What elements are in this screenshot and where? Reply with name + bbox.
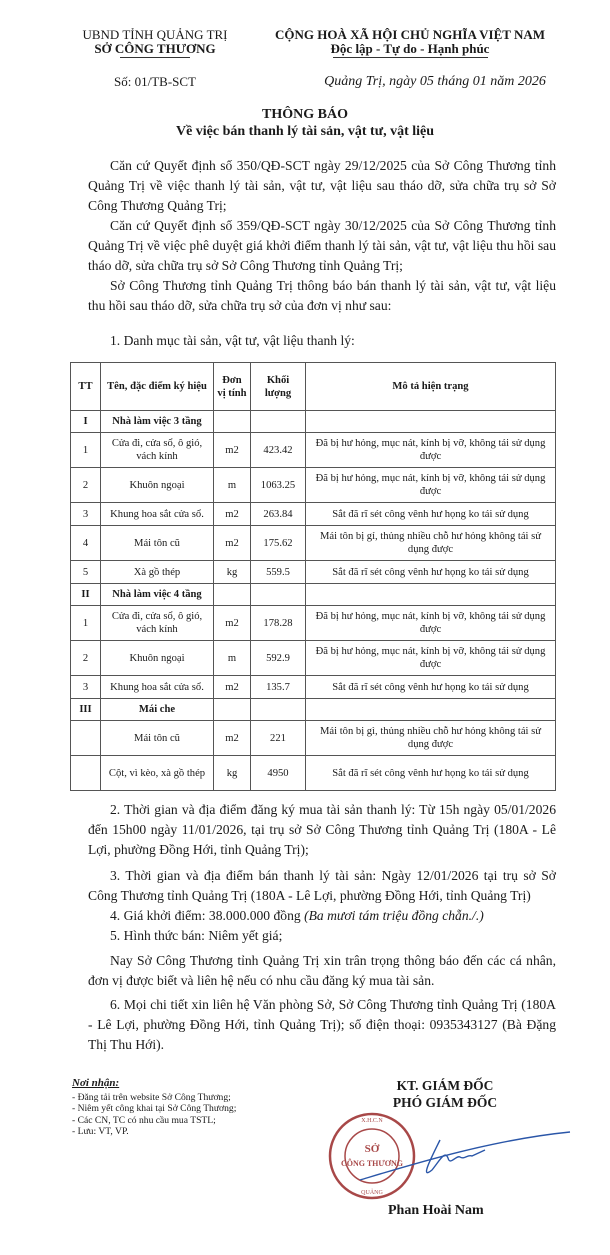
table-cell: Mái tôn cũ xyxy=(101,526,214,561)
asset-table xyxy=(70,362,556,791)
nation-block xyxy=(240,28,580,58)
svg-text:QUẢNG: QUẢNG xyxy=(361,1190,383,1196)
table-cell xyxy=(214,699,251,721)
doc-subtitle: Về việc bán thanh lý tài sản, vật tư, vật liệu xyxy=(175,124,435,139)
table-row xyxy=(71,721,556,756)
table-cell: m2 xyxy=(214,721,251,756)
table-cell: m2 xyxy=(214,433,251,468)
signature-title: KT. GIÁM ĐỐC xyxy=(396,1078,494,1093)
column-header: Đơn vị tính xyxy=(214,363,251,411)
table-cell: Khung hoa sắt cửa sổ. xyxy=(101,676,214,699)
paragraph: Căn cứ Quyết định số 359/QĐ-SCT ngày 30/12/2025 của Sở Công Thương tỉnh Quảng Trị về việc phê duyệt giá khởi điểm thanh lý tài sản, vật tư, vật liệu thu hồi sau tháo dỡ, sửa chữa trụ sở Sở Công Thương tỉnh Quảng Trị; xyxy=(88,218,556,273)
table-cell: Mái che xyxy=(101,699,214,721)
column-header: Khối lượng xyxy=(251,363,306,411)
column-header: Mô tả hiện trạng xyxy=(306,363,556,411)
signer-name: Phan Hoài Nam xyxy=(388,1203,484,1218)
table-cell: Nhà làm việc 3 tầng xyxy=(101,411,214,433)
table-row xyxy=(71,433,556,468)
recipients xyxy=(72,1078,236,1138)
table-cell: Khuôn ngoại xyxy=(101,641,214,676)
table-cell: 5 xyxy=(71,561,101,584)
column-header: TT xyxy=(71,363,101,411)
recipients-title: Nơi nhận: xyxy=(72,1077,120,1089)
table-cell: m2 xyxy=(214,606,251,641)
table-cell xyxy=(306,411,556,433)
table-row xyxy=(71,468,556,503)
table-row xyxy=(71,606,556,641)
signature-block xyxy=(370,1077,520,1111)
nation-title: CỘNG HOÀ XÃ HỘI CHỦ NGHĨA VIỆT NAM xyxy=(274,27,546,42)
table-cell: 221 xyxy=(251,721,306,756)
paragraph: 6. Mọi chi tiết xin liên hệ Văn phòng Sở, Sở Công Thương tỉnh Quảng Trị (180A - Lê Lợi, phường Đồng Hới, tỉnh Quảng Trị); số điện thoại: 0935343127 (Bà Đặng Thị Thu Hới). xyxy=(88,997,556,1052)
table-cell: m xyxy=(214,468,251,503)
motto: Độc lập - Tự do - Hạnh phúc xyxy=(330,41,490,56)
table-cell: 263.84 xyxy=(251,503,306,526)
section-row xyxy=(71,411,556,433)
table-cell xyxy=(251,411,306,433)
official-stamp xyxy=(330,1114,414,1198)
table-cell xyxy=(71,756,101,791)
agency-name: SỞ CÔNG THƯƠNG xyxy=(94,41,216,56)
table-cell xyxy=(306,699,556,721)
table-cell: Cửa đi, cửa sổ, ô gió, vách kính xyxy=(101,606,214,641)
paragraph xyxy=(88,906,556,926)
paragraph: 3. Thời gian và địa điểm bán thanh lý tài sản: Ngày 12/01/2026 tại trụ sở Sở Công Thương tỉnh Quảng Trị (180A - Lê Lợi, phường Đồng Hới, tỉnh Quảng Trị) xyxy=(88,868,556,903)
place-date: Quảng Trị, ngày 05 tháng 01 năm 2026 xyxy=(324,74,546,89)
svg-text:SỞ: SỞ xyxy=(364,1143,380,1155)
table-cell: kg xyxy=(214,756,251,791)
table-cell: Cột, vì kèo, xà gồ thép xyxy=(101,756,214,791)
table-cell xyxy=(251,584,306,606)
table-cell: 1 xyxy=(71,606,101,641)
table-cell: Đã bị hư hỏng, mục nát, kính bị vỡ, không tái sử dụng được xyxy=(306,433,556,468)
table-cell: 559.5 xyxy=(251,561,306,584)
table-cell: 4 xyxy=(71,526,101,561)
table-cell: 423.42 xyxy=(251,433,306,468)
table-cell: 175.62 xyxy=(251,526,306,561)
paragraph: 2. Thời gian và địa điểm đăng ký mua tài sản thanh lý: Từ 15h ngày 05/01/2026 đến 15h00 ngày 11/01/2026, tại trụ sở Sở Công Thương tỉnh Quảng Trị (180A - Lê Lợi, phường Đồng Hới, tỉnh Quảng Trị); xyxy=(88,802,556,857)
table-row xyxy=(71,526,556,561)
table-cell: Sắt đã rĩ sét công vênh hư họng ko tái sử dụng xyxy=(306,561,556,584)
table-cell: m xyxy=(214,641,251,676)
section-heading: 1. Danh mục tài sản, vật tư, vật liệu thanh lý: xyxy=(110,333,355,348)
table-cell: kg xyxy=(214,561,251,584)
table-row xyxy=(71,676,556,699)
signature-role: PHÓ GIÁM ĐỐC xyxy=(392,1095,498,1110)
table-cell: Mái tôn bị gì, thủng nhiều chỗ hư hỏng không tái sử dụng được xyxy=(306,721,556,756)
table-cell: Xà gồ thép xyxy=(101,561,214,584)
table-cell: Cửa đi, cửa sổ, ô gió, vách kính xyxy=(101,433,214,468)
agency-block xyxy=(60,28,250,58)
table-cell: 2 xyxy=(71,641,101,676)
table-cell: I xyxy=(71,411,101,433)
svg-text:X.H.C.N: X.H.C.N xyxy=(361,1118,383,1124)
table-cell: Khung hoa sắt cửa sổ. xyxy=(101,503,214,526)
table-cell: 4950 xyxy=(251,756,306,791)
table-row xyxy=(71,641,556,676)
table-cell xyxy=(71,721,101,756)
section-row xyxy=(71,584,556,606)
recipient-item: - Lưu: VT, VP. xyxy=(72,1126,129,1137)
recipient-item: - Các CN, TC có nhu cầu mua TSTL; xyxy=(72,1114,216,1126)
table-cell xyxy=(214,584,251,606)
agency-parent: UBND TỈNH QUẢNG TRỊ xyxy=(82,27,228,42)
column-header: Tên, đặc điểm ký hiệu xyxy=(101,363,214,411)
paragraph: 5. Hình thức bán: Niêm yết giá; xyxy=(110,928,283,943)
table-cell: 2 xyxy=(71,468,101,503)
table-cell xyxy=(306,584,556,606)
table-cell: Mái tôn bị gỉ, thủng nhiều chỗ hư hỏng không tái sử dụng được xyxy=(306,526,556,561)
table-cell: Đã bị hư hỏng, mục nát, kính bị vỡ, không tái sử dụng được xyxy=(306,641,556,676)
table-cell: Đã bị hư hỏng, mục nát, kính bị vỡ, không tái sử dụng được xyxy=(306,468,556,503)
recipient-item: - Đăng tải trên website Sở Công Thương; xyxy=(72,1091,231,1103)
table-row xyxy=(71,503,556,526)
table-cell: 3 xyxy=(71,503,101,526)
doc-title: THÔNG BÁO xyxy=(262,107,348,122)
table-cell: m2 xyxy=(214,676,251,699)
paragraph: Căn cứ Quyết định số 350/QĐ-SCT ngày 29/12/2025 của Sở Công Thương tỉnh Quảng Trị về việc thanh lý tài sản, vật tư, vật liệu sau tháo dỡ, sửa chữa trụ sở Sở Công Thương Quảng Trị; xyxy=(88,158,556,213)
table-cell: m2 xyxy=(214,503,251,526)
table-cell: II xyxy=(71,584,101,606)
table-cell: 1 xyxy=(71,433,101,468)
table-row xyxy=(71,756,556,791)
table-cell xyxy=(251,699,306,721)
table-cell: 1063.25 xyxy=(251,468,306,503)
table-cell xyxy=(214,411,251,433)
doc-number: Số: 01/TB-SCT xyxy=(114,74,196,89)
handwritten-signature xyxy=(360,1132,570,1180)
table-cell: Sắt đã rĩ sét công vênh hư họng ko tái sử dụng xyxy=(306,676,556,699)
paragraph: Sở Công Thương tỉnh Quảng Trị thông báo bán thanh lý tài sản, vật tư, vật liệu thu hồi sau tháo dỡ, sửa chữa trụ sở của đơn vị như sau: xyxy=(88,278,556,313)
table-cell: Mái tôn cũ xyxy=(101,721,214,756)
table-row xyxy=(71,561,556,584)
svg-text:CÔNG THƯƠNG: CÔNG THƯƠNG xyxy=(340,1159,404,1168)
table-cell: 178.28 xyxy=(251,606,306,641)
table-cell: Sắt đã rĩ sét công vênh hư họng ko tái sử dụng xyxy=(306,756,556,791)
recipient-item: - Niêm yết công khai tại Sở Công Thương; xyxy=(72,1103,237,1114)
price-words: (Ba mươi tám triệu đồng chẵn./.) xyxy=(304,908,484,923)
table-cell: Sắt đã rĩ sét công vênh hư họng ko tái sử dụng xyxy=(306,503,556,526)
table-cell: Đã bị hư hỏng, mục nát, kính bị vỡ, không tái sử dụng được xyxy=(306,606,556,641)
table-cell: Nhà làm việc 4 tầng xyxy=(101,584,214,606)
table-cell: III xyxy=(71,699,101,721)
section-row xyxy=(71,699,556,721)
table-cell: 135.7 xyxy=(251,676,306,699)
price-text: 4. Giá khởi điểm: 38.000.000 đồng xyxy=(110,908,305,923)
table-cell: 592.9 xyxy=(251,641,306,676)
paragraph: Nay Sở Công Thương tỉnh Quảng Trị xin trân trọng thông báo đến các cá nhân, đơn vị được biết và liên hệ nếu có nhu cầu đăng ký mua tài sản. xyxy=(88,953,556,988)
table-cell: m2 xyxy=(214,526,251,561)
table-cell: Khuôn ngoại xyxy=(101,468,214,503)
table-cell: 3 xyxy=(71,676,101,699)
